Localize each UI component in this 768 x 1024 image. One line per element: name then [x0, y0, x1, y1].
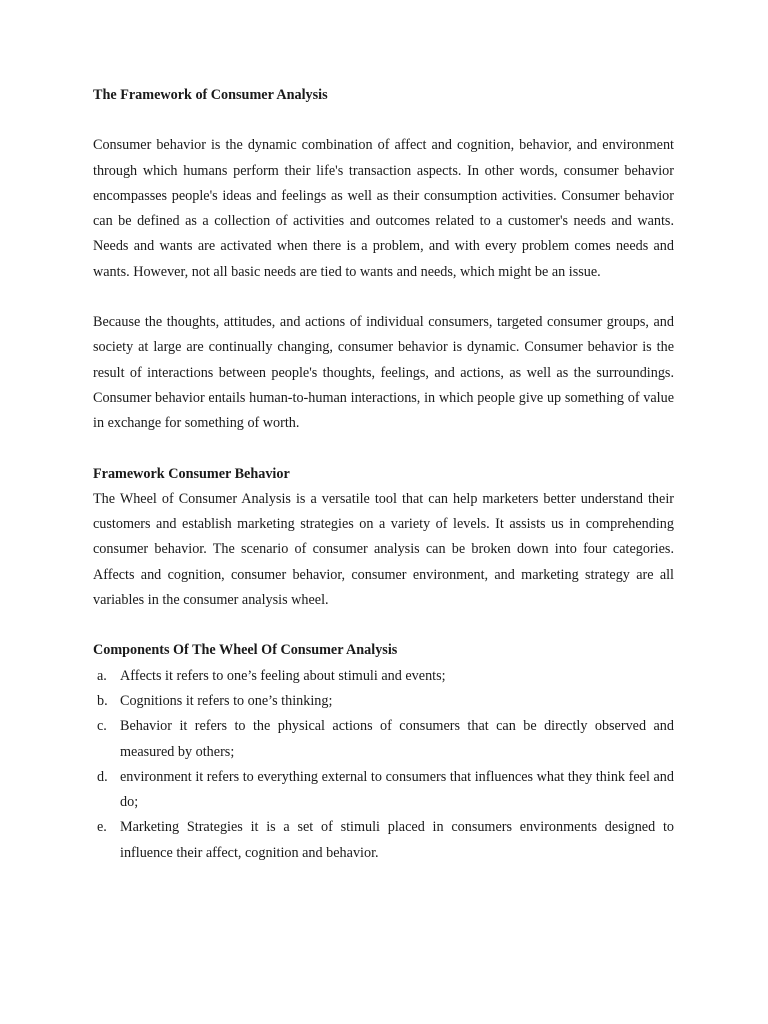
- section-heading-framework: Framework Consumer Behavior: [93, 465, 290, 482]
- list-marker: c.: [97, 718, 107, 735]
- list-marker: d.: [97, 768, 108, 785]
- list-marker: b.: [97, 692, 108, 709]
- list-item-text: Marketing Strategies it is a set of stimuli placed in consumers environments designed to influence their affect, cognition and behavior.: [120, 819, 674, 861]
- document-title: The Framework of Consumer Analysis: [93, 87, 328, 103]
- paragraph: Because the thoughts, attitudes, and actions of individual consumers, targeted consumer groups, and society at large are continually changing, consumer behavior is dynamic. Consumer behavior is the result of interactions between people's thoughts, feelings, and actions, as well as the surroundings. Consumer behavior entails human-to-human interactions, in which people give up something of value in exchange for something of worth.: [93, 314, 674, 432]
- section-heading-components: Components Of The Wheel Of Consumer Analysis: [93, 642, 398, 659]
- components-list: [93, 664, 674, 866]
- framework-paragraph: The Wheel of Consumer Analysis is a versatile tool that can help marketers better understand their customers and establish marketing strategies on a variety of levels. It assists us in comprehending consumer behavior. The scenario of consumer analysis can be broken down into four categories. Affects and cognition, consumer behavior, consumer environment, and marketing strategy are all variables in the consumer analysis wheel.: [93, 490, 674, 609]
- list-item: [93, 815, 674, 866]
- list-item-text: Behavior it refers to the physical actions of consumers that can be directly observed and measured by others;: [120, 718, 674, 760]
- list-item: [93, 765, 674, 816]
- list-item-text: environment it refers to everything external to consumers that influences what they think feel and do;: [120, 768, 674, 811]
- paragraph: Consumer behavior is the dynamic combination of affect and cognition, behavior, and environment through which humans perform their life's transaction aspects. In other words, consumer behavior encompasses people's ideas and feelings as well as their consumption activities. Consumer behavior can be defined as a collection of activities and outcomes related to a customer's needs and wants. Needs and wants are activated when there is a problem, and with every problem comes needs and wants. However, not all basic needs are tied to wants and needs, which might be an issue.: [93, 137, 674, 280]
- list-item: [93, 714, 674, 765]
- list-item-text: Affects it refers to one’s feeling about stimuli and events;: [120, 667, 446, 684]
- list-item: [93, 689, 674, 714]
- list-item-text: Cognitions it refers to one’s thinking;: [120, 692, 333, 709]
- list-marker: a.: [97, 667, 107, 684]
- document-page: [93, 83, 674, 866]
- list-marker: e.: [97, 819, 107, 836]
- list-item: [93, 664, 674, 689]
